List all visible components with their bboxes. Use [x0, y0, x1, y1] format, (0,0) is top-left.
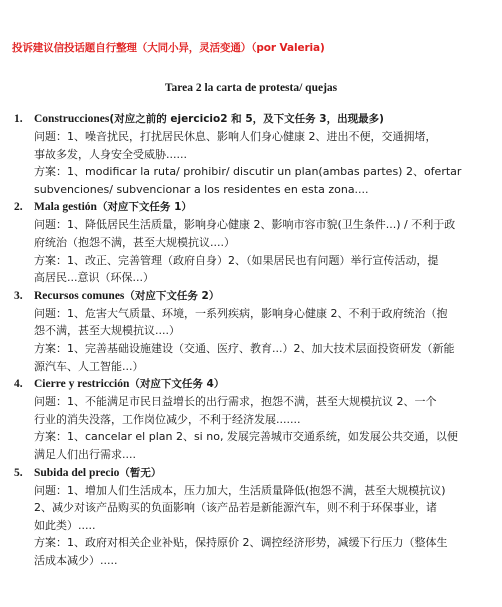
topic-number: 5.	[14, 466, 23, 479]
topic-heading	[14, 110, 492, 128]
topic-heading-cn: (对应之前的 ejercicio2 和 5，及下文任务 3，出现最多)	[109, 113, 384, 125]
topic-heading-es: Construcciones	[34, 113, 110, 125]
topic-item-4	[14, 375, 492, 463]
topic-list	[14, 110, 492, 569]
topic-line: 问题：1、危害大气质量、环境，一系列疾病，影响身心健康 2、不利于政府统治（抱	[34, 306, 448, 320]
topic-line: 问题：1、降低居民生活质量，影响身心健康 2、影响市容市貌(卫生条件...) / 不利于政	[34, 218, 456, 232]
topic-line: 事故多发，人身安全受威胁......	[34, 147, 187, 161]
topic-line: 问题：1、增加人们生活成本，压力加大，生活质量降低(抱怨不满，甚至大规模抗议)	[34, 483, 446, 497]
topic-item-5	[14, 464, 492, 570]
topic-line: 问题：1、噪音扰民，打扰居民休息、影响人们身心健康 2、进出不便，交通拥堵，	[34, 130, 437, 143]
topic-line: 方案：1、改正、完善管理（政府自身）2、（如果居民也有问题）举行宣传活动，提	[34, 253, 439, 267]
topic-line: 方案：1、modificar la ruta/ prohibir/ discutir un plan(ambas partes) 2、ofertar	[34, 165, 462, 179]
topic-number: 2.	[14, 201, 23, 214]
topic-line: 方案：1、完善基础设施建设（交通、医疗、教育...）2、加大技术层面投资研发（新能	[34, 341, 455, 355]
topic-line: subvenciones/ subvencionar a los residentes en esta zona....	[34, 182, 369, 196]
topic-line: 2、减少对该产品购买的负面影响（该产品若是新能源汽车，则不利于环保事业，诸	[34, 501, 437, 515]
topic-item-1	[14, 110, 492, 198]
topic-line: 源汽车、人工智能...）	[34, 359, 144, 373]
topic-line: 方案：1、cancelar el plan 2、si no, 发展完善城市交通系统，如发展公共交通，以便	[34, 430, 458, 444]
topic-line: 满足人们出行需求....	[34, 447, 136, 461]
topic-heading-es: Recursos comunes	[34, 289, 125, 302]
topic-heading-cn: （暂无）	[119, 466, 162, 479]
topic-heading	[14, 375, 492, 393]
topic-line: 高居民...意识（环保...）	[34, 271, 154, 285]
topic-line: 活成本减少）.....	[34, 553, 118, 567]
topic-heading	[14, 198, 492, 216]
page-title: 投诉建议信投话题自行整理（大同小异，灵活变通）（por Valeria)	[12, 42, 325, 54]
topic-number: 3.	[14, 289, 23, 302]
topic-number: 1.	[14, 113, 23, 125]
topic-line: 方案：1、政府对相关企业补贴，保持原价 2、调控经济形势，减缓下行压力（整体生	[34, 536, 448, 550]
topic-line: 行业的消失没落，工作岗位减少，不利于经济发展.......	[34, 412, 301, 426]
topic-line: 怨不满，甚至大规模抗议....）	[34, 324, 180, 338]
topic-heading-cn: （对应下文任务 1）	[96, 201, 192, 214]
topic-heading-cn: （对应下文任务 4）	[129, 378, 225, 391]
topic-item-3	[14, 287, 492, 375]
page-subtitle: Tarea 2 la carta de protesta/ quejas	[164, 82, 338, 94]
topic-heading-es: Cierre y restricción	[34, 378, 130, 391]
topic-heading-es: Subida del precio	[34, 466, 120, 479]
topic-line: 如此类）.....	[34, 518, 96, 532]
topic-heading	[14, 464, 492, 482]
topic-heading-cn: （对应下文任务 2）	[124, 289, 220, 302]
topic-line: 问题：1、不能满足市民日益增长的出行需求，抱怨不满，甚至大规模抗议 2、一个	[34, 395, 437, 409]
topic-number: 4.	[14, 378, 23, 391]
topic-line: 府统治（抱怨不满，甚至大规模抗议....）	[34, 235, 235, 249]
topic-item-2	[14, 198, 492, 286]
topic-heading-es: Mala gestión	[34, 201, 97, 214]
topic-heading	[14, 287, 492, 305]
